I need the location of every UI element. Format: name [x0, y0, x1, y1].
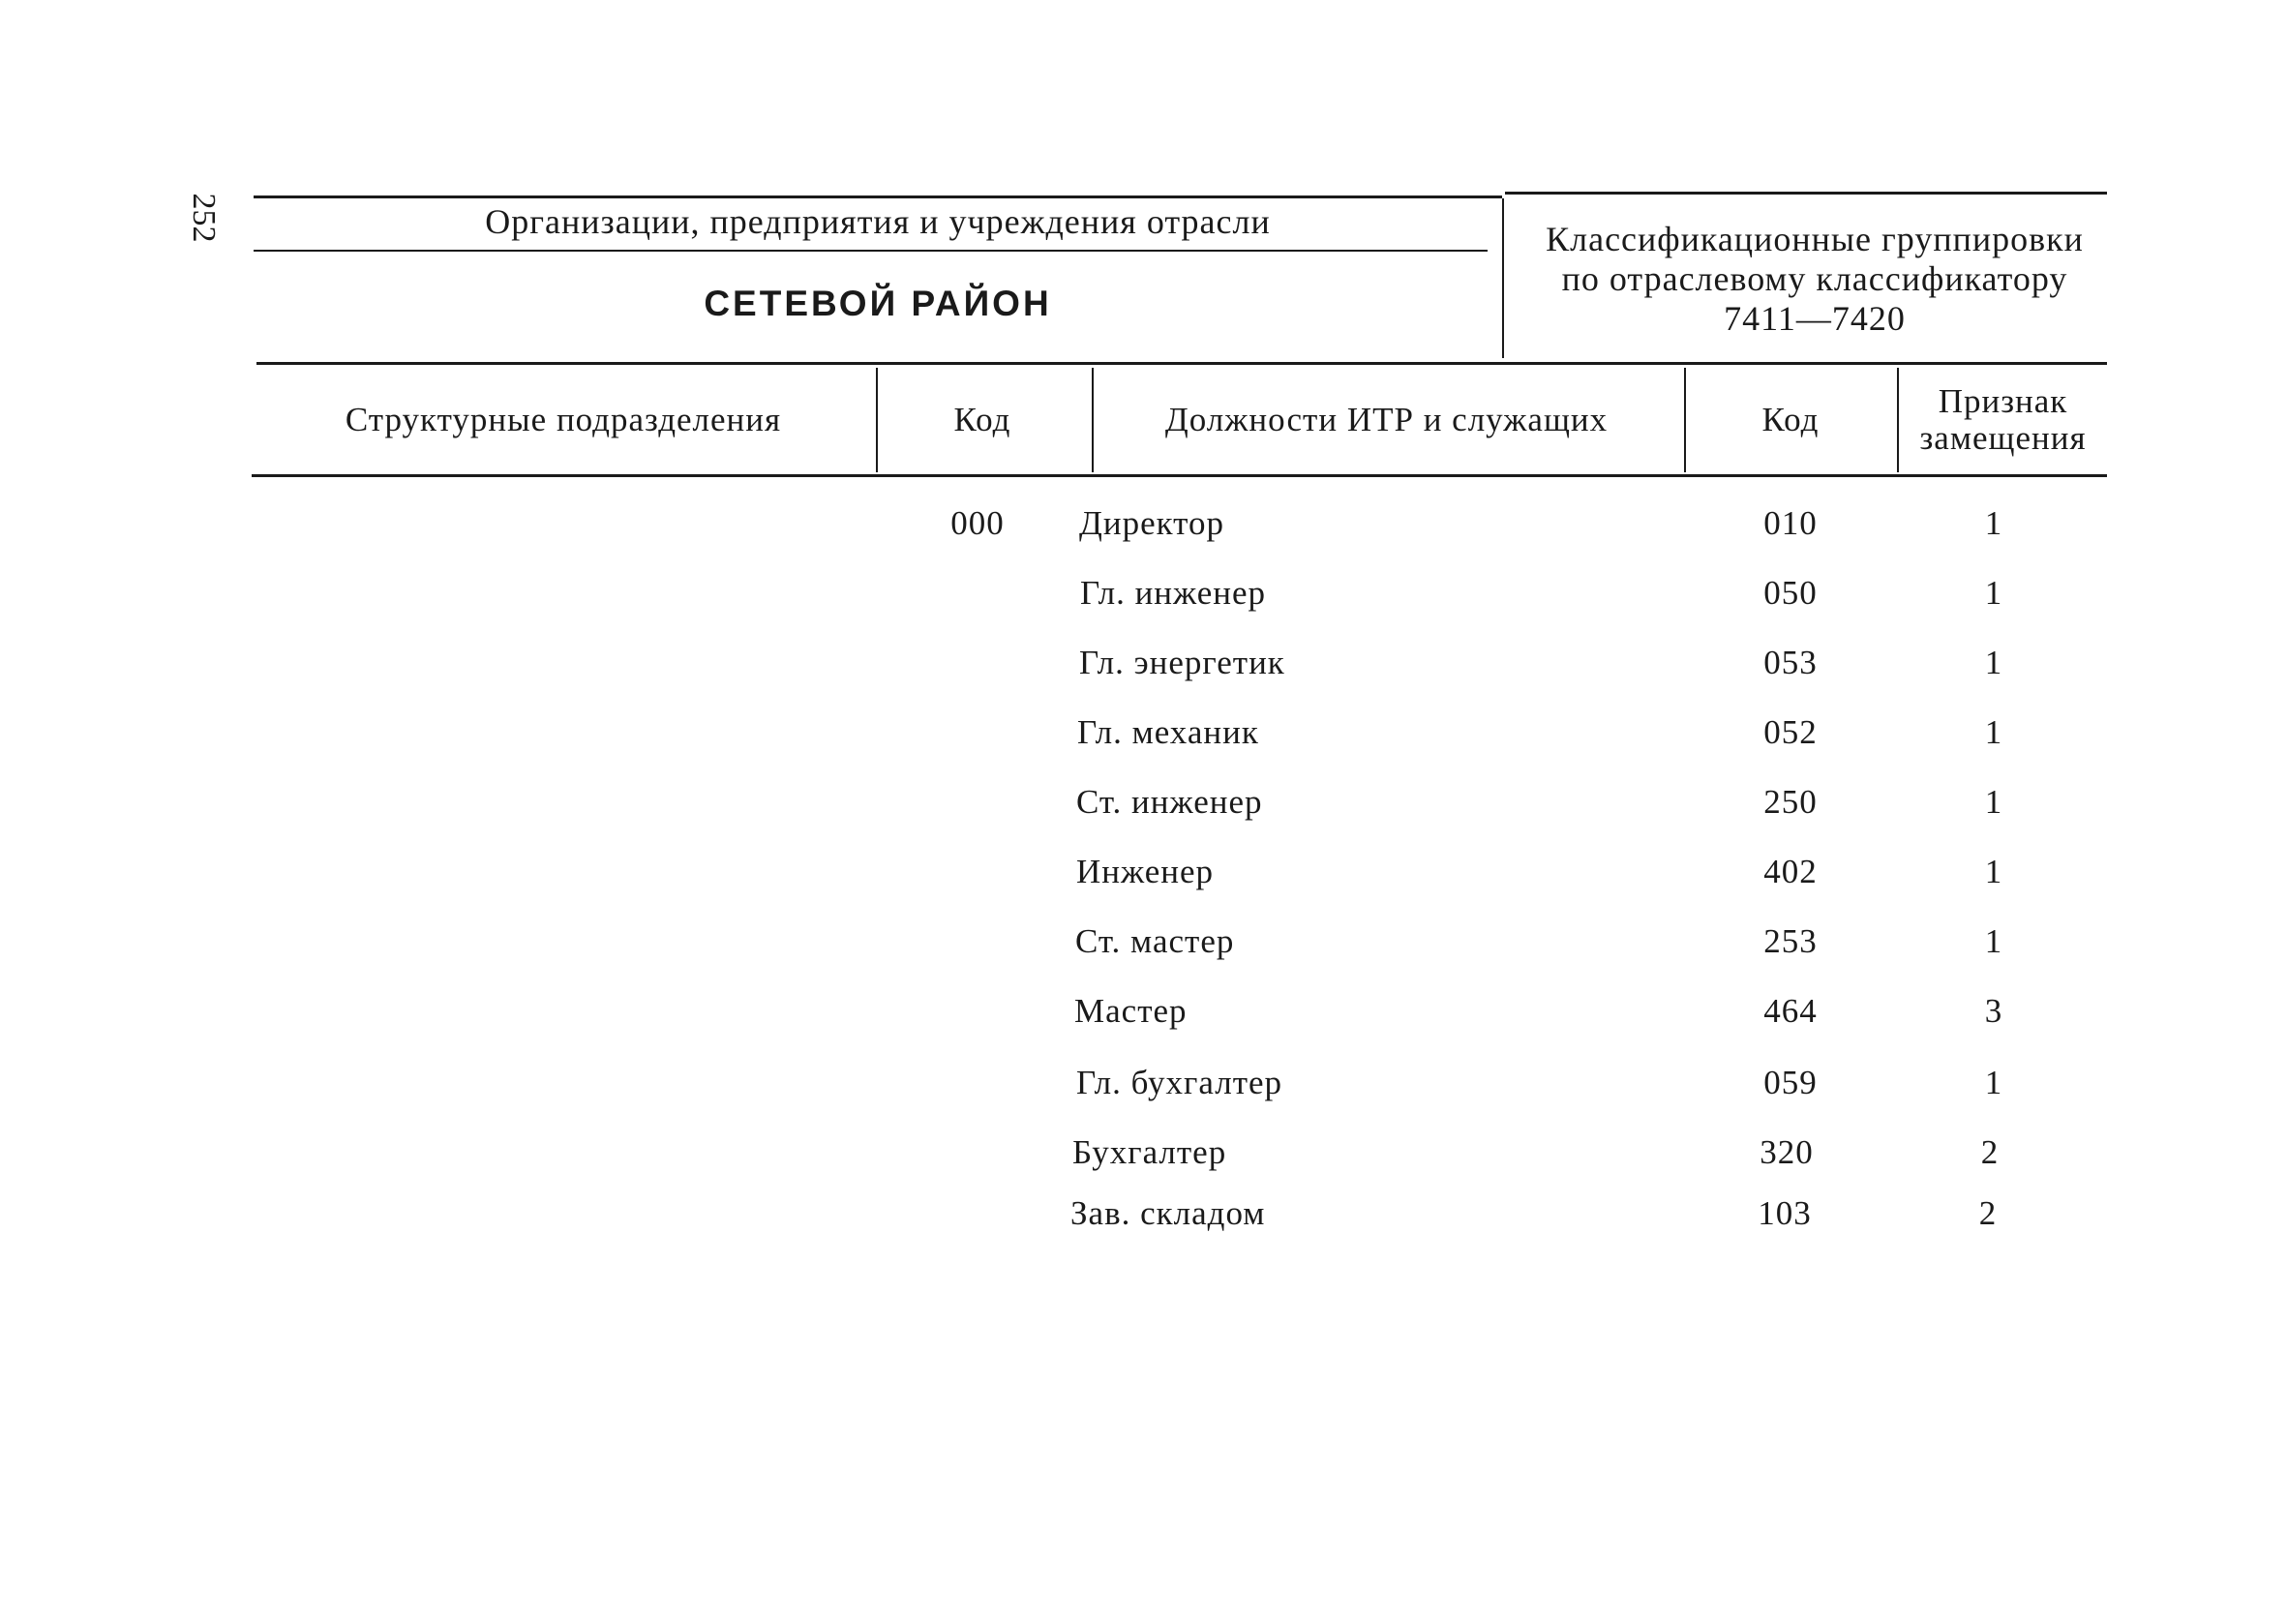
page-number: 252 [186, 193, 222, 243]
position-code: 053 [1763, 644, 1818, 681]
replacement-sign: 1 [1984, 1064, 2003, 1101]
position-name: Директор [1079, 504, 1225, 542]
classification-line: по отраслевому классификатору [1561, 259, 2068, 298]
position-name: Зав. складом [1070, 1194, 1266, 1232]
position-name: Гл. бухгалтер [1076, 1064, 1283, 1101]
column-header-position-code: Код [1761, 401, 1820, 438]
column-header-line: Признак [1938, 382, 2068, 420]
replacement-sign: 1 [1984, 783, 2003, 821]
position-name: Гл. энергетик [1079, 644, 1285, 681]
column-header-code: Код [953, 401, 1011, 438]
position-code: 253 [1763, 922, 1818, 960]
position-name: Бухгалтер [1072, 1133, 1227, 1171]
replacement-sign: 1 [1984, 853, 2003, 890]
position-code: 052 [1763, 713, 1818, 751]
district-title: СЕТЕВОЙ РАЙОН [704, 284, 1052, 323]
position-code: 320 [1760, 1133, 1814, 1171]
column-header-positions: Должности ИТР и служащих [1164, 401, 1609, 438]
position-code: 059 [1763, 1064, 1818, 1101]
replacement-sign: 2 [1980, 1133, 2000, 1171]
replacement-sign: 1 [1984, 504, 2003, 542]
replacement-sign: 3 [1984, 992, 2003, 1030]
position-code: 050 [1763, 574, 1818, 612]
position-name: Ст. мастер [1075, 922, 1235, 960]
replacement-sign: 1 [1984, 922, 2003, 960]
classification-line: 7411—7420 [1724, 299, 1906, 338]
position-code: 402 [1763, 853, 1818, 890]
position-name: Гл. инженер [1080, 574, 1267, 612]
position-code: 010 [1763, 504, 1818, 542]
division-code: 000 [950, 504, 1005, 542]
position-name: Гл. механик [1077, 713, 1259, 751]
replacement-sign: 1 [1984, 644, 2003, 681]
position-code: 103 [1758, 1194, 1812, 1232]
position-name: Ст. инженер [1076, 783, 1263, 821]
replacement-sign: 2 [1978, 1194, 1998, 1232]
organization-label: Организации, предприятия и учреждения отрасли [485, 202, 1271, 241]
position-name: Мастер [1074, 992, 1188, 1030]
classification-line: Классификационные группировки [1546, 220, 2084, 258]
position-code: 464 [1763, 992, 1818, 1030]
column-header-structural-units: Структурные подразделения [345, 401, 782, 438]
replacement-sign: 1 [1984, 713, 2003, 751]
position-code: 250 [1763, 783, 1818, 821]
column-header-line: замещения [1919, 419, 2087, 457]
position-name: Инженер [1076, 853, 1215, 890]
replacement-sign: 1 [1984, 574, 2003, 612]
